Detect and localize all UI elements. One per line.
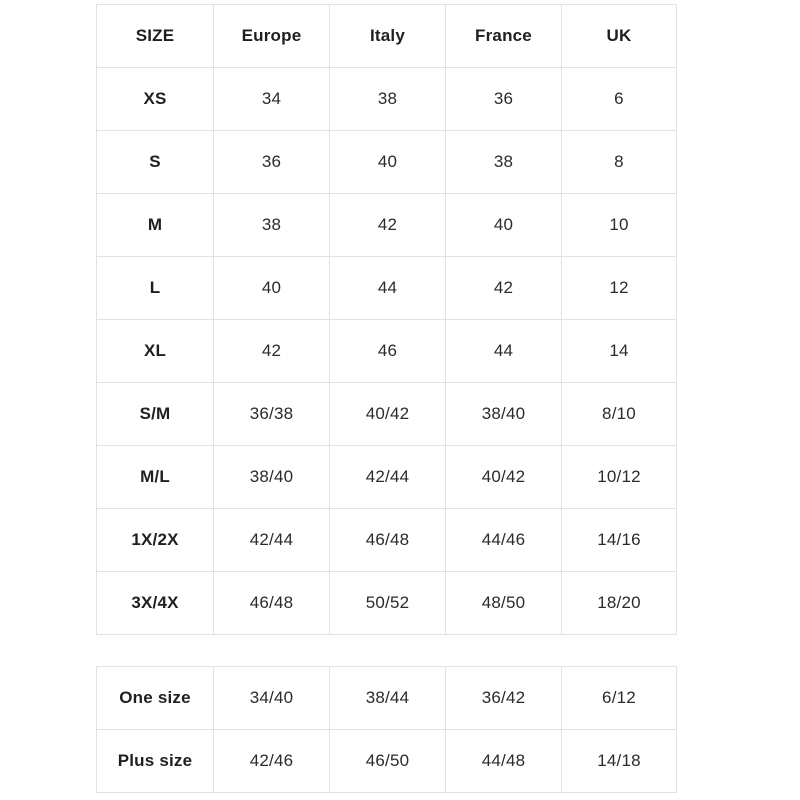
cell-france: 44	[446, 320, 562, 383]
row-label: XL	[97, 320, 214, 383]
cell-uk: 10	[562, 194, 677, 257]
cell-uk: 8	[562, 131, 677, 194]
cell-italy: 46	[330, 320, 446, 383]
cell-europe: 42/44	[214, 509, 330, 572]
secondary-size-table	[96, 666, 677, 793]
table-row	[97, 383, 677, 446]
cell-italy: 40/42	[330, 383, 446, 446]
cell-europe: 42	[214, 320, 330, 383]
cell-italy: 50/52	[330, 572, 446, 635]
cell-uk: 10/12	[562, 446, 677, 509]
cell-italy: 46/48	[330, 509, 446, 572]
cell-france: 42	[446, 257, 562, 320]
cell-italy: 38/44	[330, 667, 446, 730]
cell-france: 40	[446, 194, 562, 257]
table-row	[97, 446, 677, 509]
primary-size-table	[96, 4, 677, 635]
row-label: 1X/2X	[97, 509, 214, 572]
cell-europe: 36	[214, 131, 330, 194]
cell-france: 38	[446, 131, 562, 194]
table-row	[97, 194, 677, 257]
secondary-size-table-container	[96, 666, 676, 793]
cell-italy: 44	[330, 257, 446, 320]
table-row	[97, 572, 677, 635]
cell-uk: 18/20	[562, 572, 677, 635]
cell-france: 44/48	[446, 730, 562, 793]
column-header-italy: Italy	[330, 5, 446, 68]
row-label: Plus size	[97, 730, 214, 793]
cell-uk: 12	[562, 257, 677, 320]
cell-france: 36	[446, 68, 562, 131]
cell-italy: 40	[330, 131, 446, 194]
cell-france: 38/40	[446, 383, 562, 446]
row-label: L	[97, 257, 214, 320]
row-label: One size	[97, 667, 214, 730]
cell-europe: 34/40	[214, 667, 330, 730]
cell-europe: 40	[214, 257, 330, 320]
table-row	[97, 509, 677, 572]
primary-size-table-container	[96, 4, 676, 635]
column-header-uk: UK	[562, 5, 677, 68]
table-row	[97, 667, 677, 730]
cell-france: 36/42	[446, 667, 562, 730]
table-header-row	[97, 5, 677, 68]
cell-europe: 38/40	[214, 446, 330, 509]
row-label: M	[97, 194, 214, 257]
cell-europe: 34	[214, 68, 330, 131]
cell-uk: 6	[562, 68, 677, 131]
cell-uk: 8/10	[562, 383, 677, 446]
cell-italy: 38	[330, 68, 446, 131]
row-label: S/M	[97, 383, 214, 446]
row-label: XS	[97, 68, 214, 131]
column-header-size: SIZE	[97, 5, 214, 68]
cell-france: 44/46	[446, 509, 562, 572]
table-row	[97, 320, 677, 383]
cell-europe: 38	[214, 194, 330, 257]
column-header-france: France	[446, 5, 562, 68]
cell-europe: 46/48	[214, 572, 330, 635]
cell-europe: 36/38	[214, 383, 330, 446]
cell-italy: 42	[330, 194, 446, 257]
cell-italy: 42/44	[330, 446, 446, 509]
column-header-europe: Europe	[214, 5, 330, 68]
cell-france: 48/50	[446, 572, 562, 635]
row-label: 3X/4X	[97, 572, 214, 635]
table-row	[97, 68, 677, 131]
row-label: S	[97, 131, 214, 194]
cell-uk: 14/16	[562, 509, 677, 572]
cell-uk: 6/12	[562, 667, 677, 730]
cell-europe: 42/46	[214, 730, 330, 793]
cell-italy: 46/50	[330, 730, 446, 793]
cell-uk: 14/18	[562, 730, 677, 793]
table-row	[97, 257, 677, 320]
row-label: M/L	[97, 446, 214, 509]
cell-uk: 14	[562, 320, 677, 383]
table-row	[97, 131, 677, 194]
table-row	[97, 730, 677, 793]
cell-france: 40/42	[446, 446, 562, 509]
